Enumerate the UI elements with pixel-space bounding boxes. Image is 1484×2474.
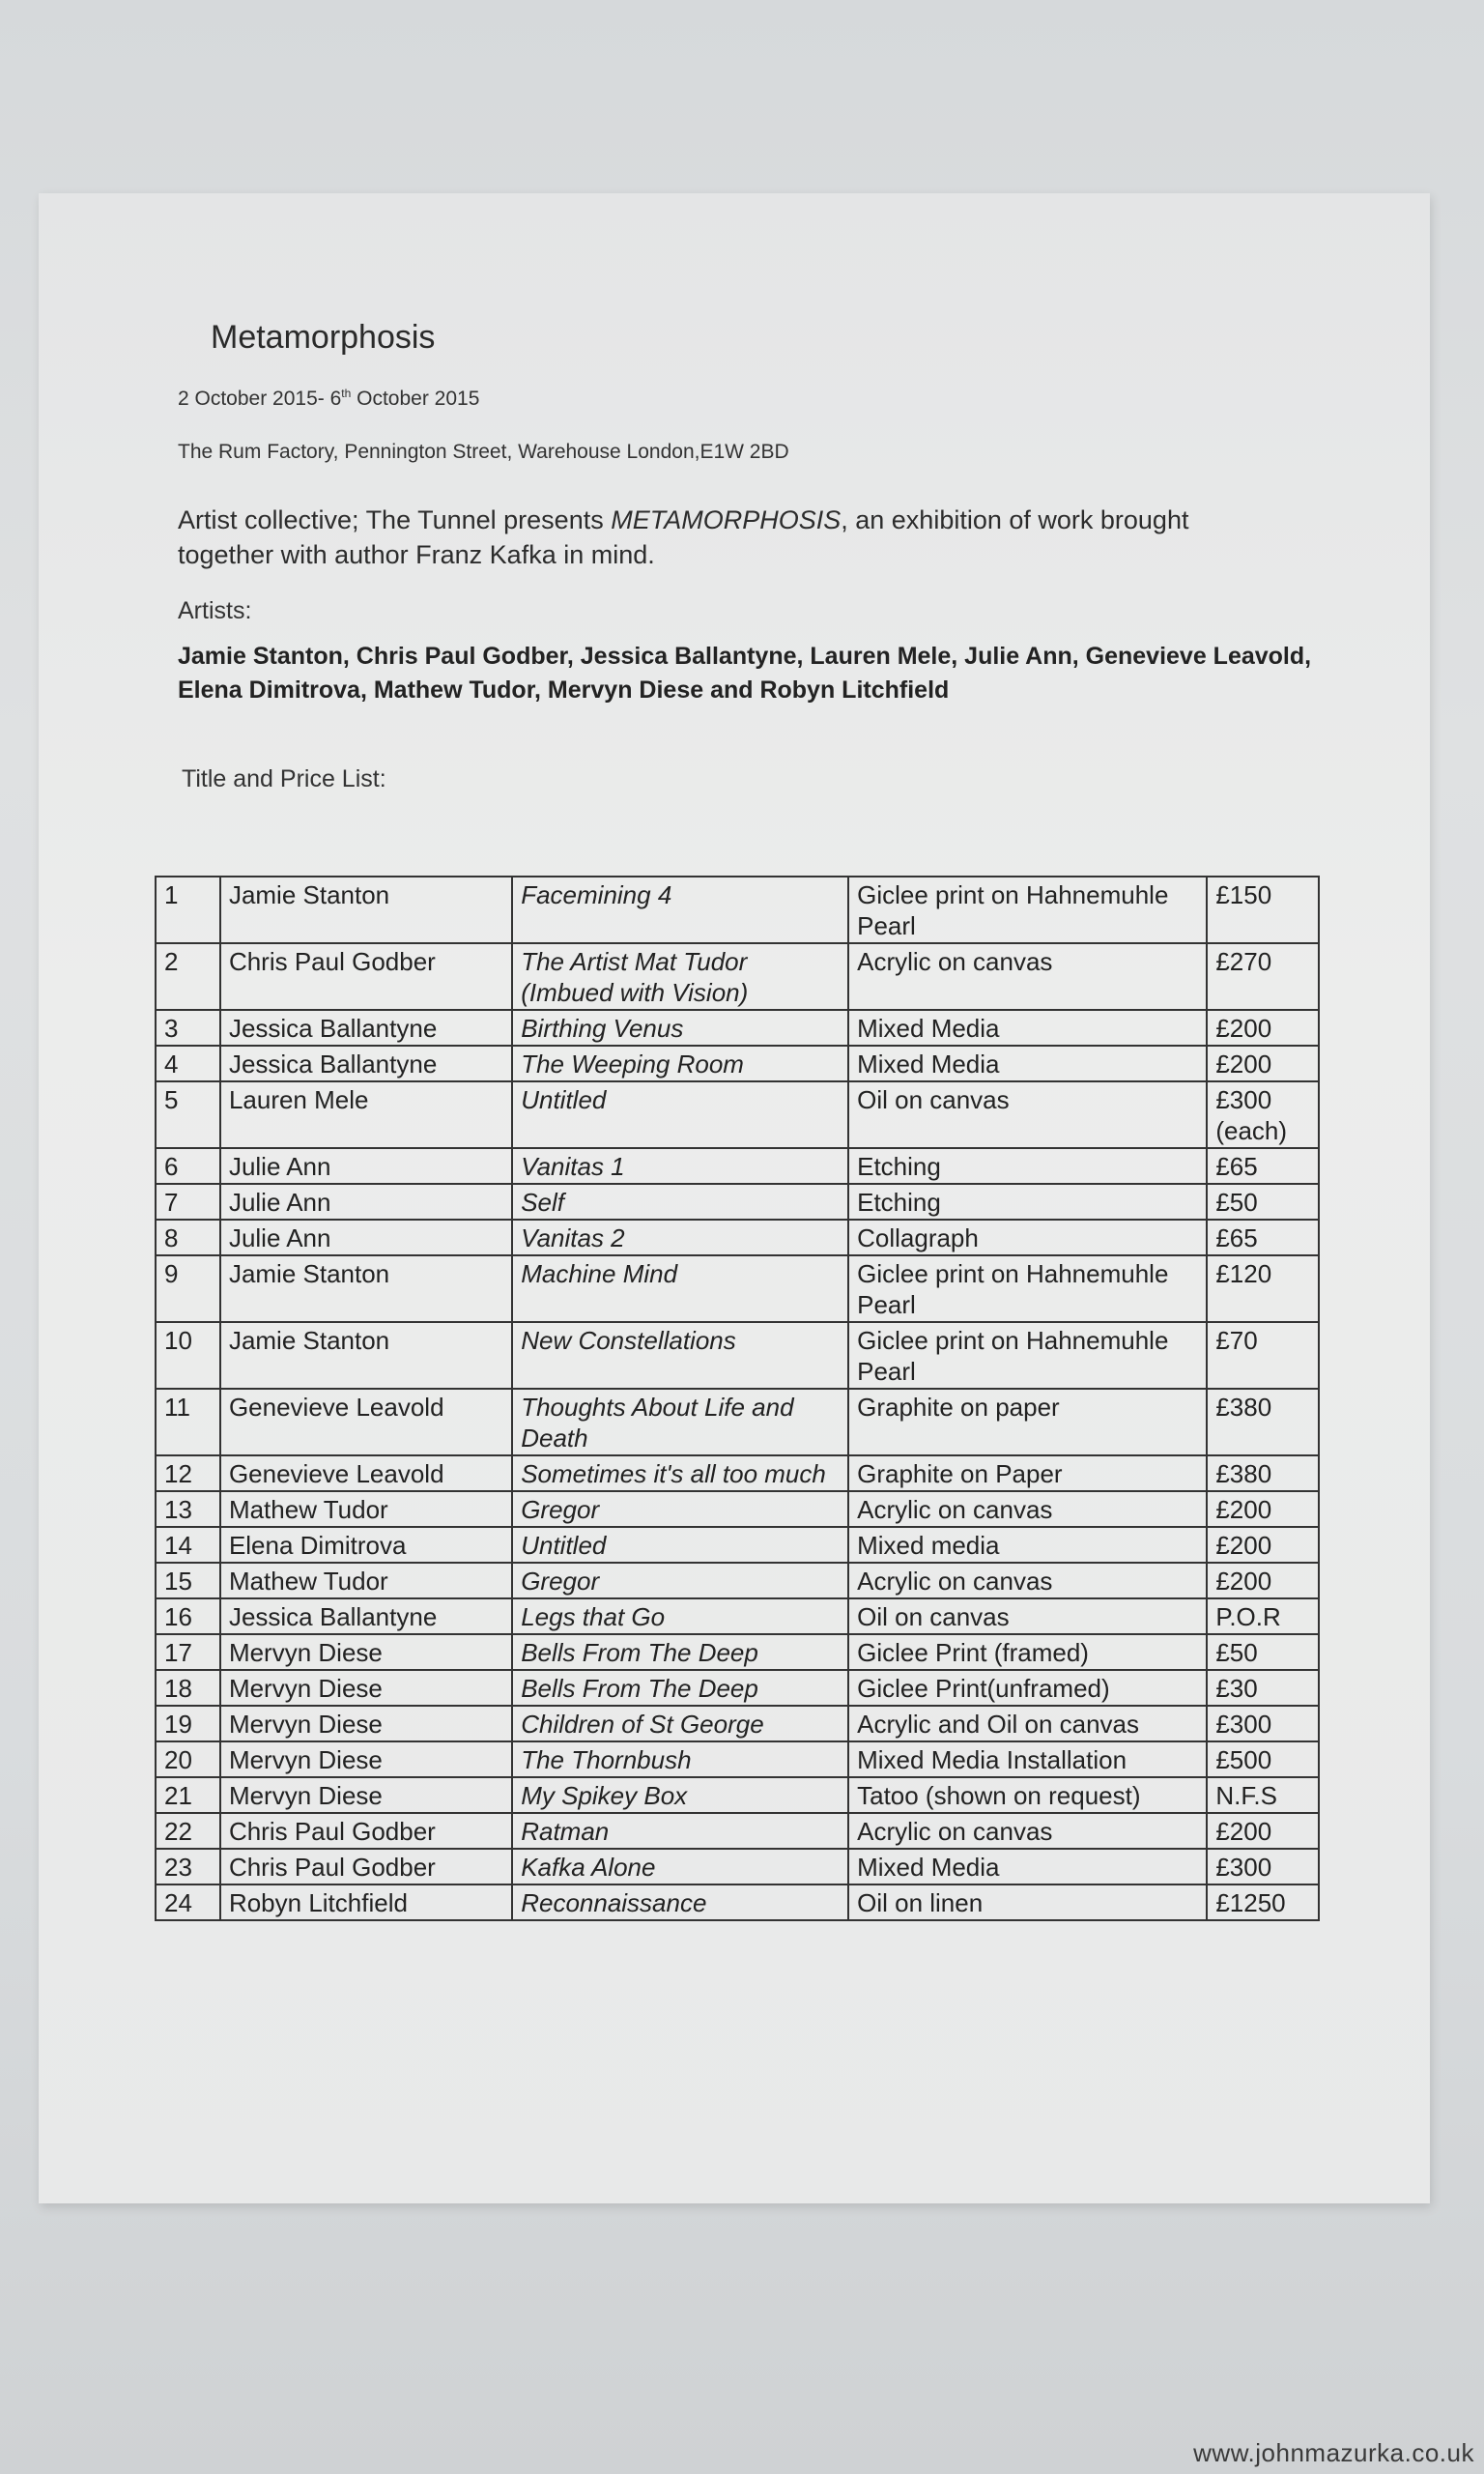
row-number: 6 xyxy=(156,1148,220,1184)
row-artist: Genevieve Leavold xyxy=(220,1389,512,1455)
row-price: £200 xyxy=(1207,1010,1319,1046)
row-number: 23 xyxy=(156,1849,220,1884)
intro-paragraph xyxy=(178,503,1289,572)
table-row xyxy=(156,1010,1319,1046)
row-artist: Genevieve Leavold xyxy=(220,1455,512,1491)
row-medium: Acrylic on canvas xyxy=(848,943,1207,1010)
row-number: 18 xyxy=(156,1670,220,1706)
intro-exhibition-name: METAMORPHOSIS xyxy=(611,505,842,534)
row-number: 10 xyxy=(156,1322,220,1389)
row-artist: Jamie Stanton xyxy=(220,1255,512,1322)
row-artist: Jamie Stanton xyxy=(220,1322,512,1389)
table-row xyxy=(156,1598,1319,1634)
row-medium: Etching xyxy=(848,1184,1207,1220)
table-row xyxy=(156,1777,1319,1813)
table-row xyxy=(156,1081,1319,1148)
table-row xyxy=(156,1527,1319,1563)
row-artist: Chris Paul Godber xyxy=(220,1849,512,1884)
row-title: The Thornbush xyxy=(512,1741,848,1777)
row-medium: Giclee print on Hahnemuhle Pearl xyxy=(848,1255,1207,1322)
document-title: Metamorphosis xyxy=(211,319,436,356)
row-medium: Etching xyxy=(848,1148,1207,1184)
row-number: 14 xyxy=(156,1527,220,1563)
row-number: 15 xyxy=(156,1563,220,1598)
row-title: The Weeping Room xyxy=(512,1046,848,1081)
date-start: 2 October 2015- 6 xyxy=(178,388,342,410)
row-artist: Chris Paul Godber xyxy=(220,943,512,1010)
row-title: New Constellations xyxy=(512,1322,848,1389)
row-number: 22 xyxy=(156,1813,220,1849)
row-price: N.F.S xyxy=(1207,1777,1319,1813)
row-number: 5 xyxy=(156,1081,220,1148)
row-title: Untitled xyxy=(512,1081,848,1148)
row-medium: Mixed Media xyxy=(848,1046,1207,1081)
row-number: 21 xyxy=(156,1777,220,1813)
table-row xyxy=(156,1670,1319,1706)
row-artist: Mervyn Diese xyxy=(220,1777,512,1813)
row-artist: Robyn Litchfield xyxy=(220,1884,512,1920)
artists-list: Jamie Stanton, Chris Paul Godber, Jessica Ballantyne, Lauren Mele, Julie Ann, Genevieve Leavold, Elena Dimitrova, Mathew Tudor, Mervyn Diese and Robyn Litchfield xyxy=(178,643,1312,704)
row-price: £65 xyxy=(1207,1220,1319,1255)
row-price: £70 xyxy=(1207,1322,1319,1389)
row-medium: Giclee Print(unframed) xyxy=(848,1670,1207,1706)
row-number: 1 xyxy=(156,877,220,943)
row-title: Gregor xyxy=(512,1563,848,1598)
row-title: Kafka Alone xyxy=(512,1849,848,1884)
row-medium: Mixed Media xyxy=(848,1010,1207,1046)
row-price: £150 xyxy=(1207,877,1319,943)
row-title: Bells From The Deep xyxy=(512,1670,848,1706)
exhibition-dates xyxy=(178,387,479,411)
table-row xyxy=(156,877,1319,943)
row-title: Self xyxy=(512,1184,848,1220)
row-artist: Mathew Tudor xyxy=(220,1491,512,1527)
row-price: £300 (each) xyxy=(1207,1081,1319,1148)
row-medium: Graphite on paper xyxy=(848,1389,1207,1455)
row-title: Reconnaissance xyxy=(512,1884,848,1920)
row-price: £300 xyxy=(1207,1706,1319,1741)
row-number: 9 xyxy=(156,1255,220,1322)
row-price: £50 xyxy=(1207,1184,1319,1220)
table-row xyxy=(156,1813,1319,1849)
row-price: £1250 xyxy=(1207,1884,1319,1920)
date-end: October 2015 xyxy=(351,388,480,410)
row-number: 20 xyxy=(156,1741,220,1777)
table-row xyxy=(156,1148,1319,1184)
row-title: Vanitas 1 xyxy=(512,1148,848,1184)
row-artist: Lauren Mele xyxy=(220,1081,512,1148)
row-price: £65 xyxy=(1207,1148,1319,1184)
table-row xyxy=(156,1741,1319,1777)
row-number: 24 xyxy=(156,1884,220,1920)
date-superscript: th xyxy=(341,387,352,400)
price-list-table xyxy=(155,876,1320,1921)
table-row xyxy=(156,1884,1319,1920)
row-artist: Elena Dimitrova xyxy=(220,1527,512,1563)
row-medium: Oil on linen xyxy=(848,1884,1207,1920)
table-row xyxy=(156,1634,1319,1670)
row-artist: Jamie Stanton xyxy=(220,877,512,943)
row-price: £30 xyxy=(1207,1670,1319,1706)
row-artist: Mervyn Diese xyxy=(220,1706,512,1741)
row-artist: Julie Ann xyxy=(220,1148,512,1184)
table-row xyxy=(156,1220,1319,1255)
row-number: 13 xyxy=(156,1491,220,1527)
artists-label: Artists: xyxy=(178,597,252,624)
row-title: Machine Mind xyxy=(512,1255,848,1322)
row-title: Birthing Venus xyxy=(512,1010,848,1046)
row-artist: Julie Ann xyxy=(220,1184,512,1220)
row-number: 3 xyxy=(156,1010,220,1046)
row-medium: Giclee print on Hahnemuhle Pearl xyxy=(848,1322,1207,1389)
row-artist: Mathew Tudor xyxy=(220,1563,512,1598)
row-number: 11 xyxy=(156,1389,220,1455)
row-artist: Mervyn Diese xyxy=(220,1670,512,1706)
row-number: 12 xyxy=(156,1455,220,1491)
row-number: 19 xyxy=(156,1706,220,1741)
row-title: Facemining 4 xyxy=(512,877,848,943)
price-list-body xyxy=(156,877,1319,1920)
row-price: £50 xyxy=(1207,1634,1319,1670)
row-medium: Tatoo (shown on request) xyxy=(848,1777,1207,1813)
table-row xyxy=(156,1322,1319,1389)
row-number: 2 xyxy=(156,943,220,1010)
row-title: Bells From The Deep xyxy=(512,1634,848,1670)
row-medium: Graphite on Paper xyxy=(848,1455,1207,1491)
venue-address: The Rum Factory, Pennington Street, Warehouse London,E1W 2BD xyxy=(178,441,789,463)
row-price: £200 xyxy=(1207,1813,1319,1849)
row-title: Untitled xyxy=(512,1527,848,1563)
row-price: £200 xyxy=(1207,1046,1319,1081)
row-title: The Artist Mat Tudor (Imbued with Vision) xyxy=(512,943,848,1010)
row-number: 16 xyxy=(156,1598,220,1634)
row-artist: Jessica Ballantyne xyxy=(220,1010,512,1046)
table-row xyxy=(156,1389,1319,1455)
row-medium: Mixed media xyxy=(848,1527,1207,1563)
row-price: £200 xyxy=(1207,1491,1319,1527)
table-row xyxy=(156,1706,1319,1741)
row-artist: Jessica Ballantyne xyxy=(220,1046,512,1081)
row-price: £300 xyxy=(1207,1849,1319,1884)
row-medium: Oil on canvas xyxy=(848,1598,1207,1634)
table-row xyxy=(156,1563,1319,1598)
row-title: Vanitas 2 xyxy=(512,1220,848,1255)
table-row xyxy=(156,1184,1319,1220)
row-number: 7 xyxy=(156,1184,220,1220)
price-list-label: Title and Price List: xyxy=(182,765,386,792)
row-medium: Acrylic on canvas xyxy=(848,1491,1207,1527)
row-price: £500 xyxy=(1207,1741,1319,1777)
row-artist: Mervyn Diese xyxy=(220,1741,512,1777)
table-row xyxy=(156,1849,1319,1884)
row-artist: Mervyn Diese xyxy=(220,1634,512,1670)
intro-text-1: Artist collective; The Tunnel presents xyxy=(178,505,612,534)
row-price: £380 xyxy=(1207,1389,1319,1455)
row-title: My Spikey Box xyxy=(512,1777,848,1813)
row-medium: Acrylic on canvas xyxy=(848,1813,1207,1849)
row-medium: Acrylic on canvas xyxy=(848,1563,1207,1598)
row-title: Sometimes it's all too much xyxy=(512,1455,848,1491)
row-number: 17 xyxy=(156,1634,220,1670)
row-medium: Mixed Media Installation xyxy=(848,1741,1207,1777)
row-title: Legs that Go xyxy=(512,1598,848,1634)
row-artist: Jessica Ballantyne xyxy=(220,1598,512,1634)
table-row xyxy=(156,1255,1319,1322)
row-title: Gregor xyxy=(512,1491,848,1527)
row-title: Children of St George xyxy=(512,1706,848,1741)
row-artist: Chris Paul Godber xyxy=(220,1813,512,1849)
row-artist: Julie Ann xyxy=(220,1220,512,1255)
row-number: 4 xyxy=(156,1046,220,1081)
row-medium: Collagraph xyxy=(848,1220,1207,1255)
row-price: P.O.R xyxy=(1207,1598,1319,1634)
table-row xyxy=(156,1455,1319,1491)
row-price: £380 xyxy=(1207,1455,1319,1491)
row-number: 8 xyxy=(156,1220,220,1255)
row-price: £200 xyxy=(1207,1563,1319,1598)
intro-text-2: , an exhibition of work brought together with author Franz Kafka in mind. xyxy=(178,505,1189,569)
row-medium: Giclee print on Hahnemuhle Pearl xyxy=(848,877,1207,943)
watermark: www.johnmazurka.co.uk xyxy=(1193,2438,1474,2467)
row-price: £270 xyxy=(1207,943,1319,1010)
table-row xyxy=(156,1491,1319,1527)
row-medium: Giclee Print (framed) xyxy=(848,1634,1207,1670)
table-row xyxy=(156,943,1319,1010)
row-price: £200 xyxy=(1207,1527,1319,1563)
row-medium: Acrylic and Oil on canvas xyxy=(848,1706,1207,1741)
row-title: Thoughts About Life and Death xyxy=(512,1389,848,1455)
table-row xyxy=(156,1046,1319,1081)
row-medium: Mixed Media xyxy=(848,1849,1207,1884)
row-title: Ratman xyxy=(512,1813,848,1849)
row-medium: Oil on canvas xyxy=(848,1081,1207,1148)
row-price: £120 xyxy=(1207,1255,1319,1322)
